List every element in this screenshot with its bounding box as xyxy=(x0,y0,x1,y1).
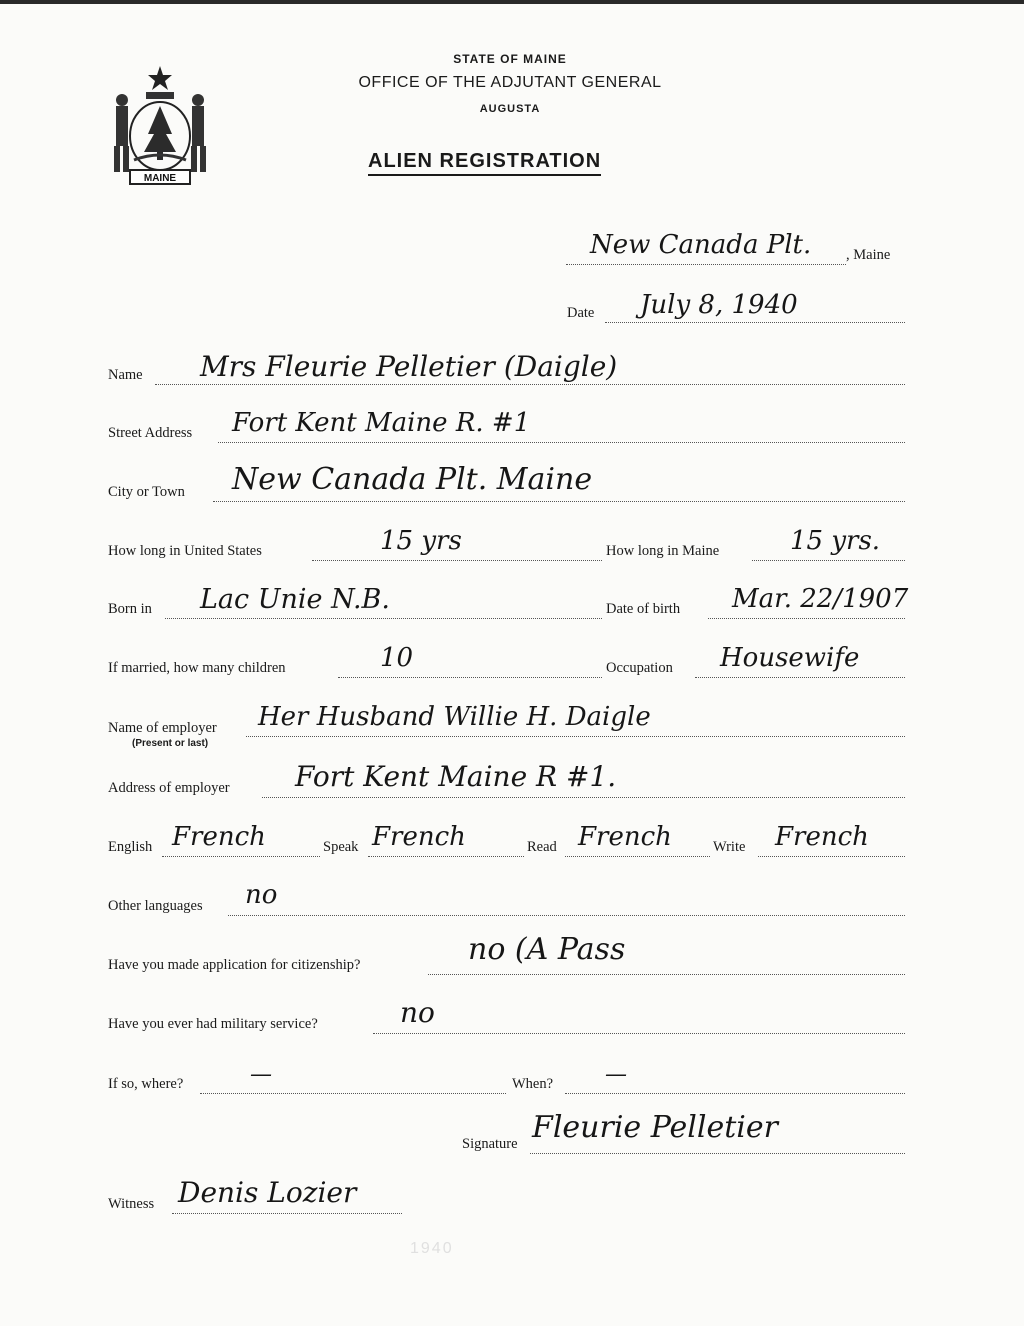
write-label: Write xyxy=(713,839,746,855)
children-line xyxy=(338,677,602,678)
citizenship-line xyxy=(428,974,905,975)
children-entry: 10 xyxy=(380,643,414,673)
form-title: ALIEN REGISTRATION xyxy=(368,150,601,176)
signature-entry: Fleurie Pelletier xyxy=(532,1110,778,1145)
city-entry: New Canada Plt. Maine xyxy=(232,462,593,497)
when-line xyxy=(565,1093,905,1094)
place-suffix: , Maine xyxy=(846,247,891,263)
employer-line xyxy=(246,736,905,737)
born-line xyxy=(165,618,602,619)
seal-text: MAINE xyxy=(143,173,177,184)
employer-entry: Her Husband Willie H. Daigle xyxy=(258,702,651,732)
how-long-us-label: How long in United States xyxy=(108,543,262,559)
when-label: When? xyxy=(512,1076,554,1092)
military-entry: no xyxy=(400,996,435,1029)
witness-label: Witness xyxy=(108,1196,155,1212)
where-entry: — xyxy=(250,1062,272,1087)
signature-label: Signature xyxy=(462,1136,518,1152)
dob-entry: Mar. 22/1907 xyxy=(732,584,909,614)
dob-line xyxy=(708,618,905,619)
place-entry: New Canada Plt. xyxy=(590,230,812,260)
occupation-label: Occupation xyxy=(606,660,673,676)
other-lang-entry: no xyxy=(245,880,278,910)
name-line xyxy=(155,384,905,385)
name-label: Name xyxy=(108,367,143,383)
city-label: City or Town xyxy=(108,484,185,500)
occupation-line xyxy=(695,677,905,678)
how-long-us-line xyxy=(312,560,602,561)
street-entry: Fort Kent Maine R. #1 xyxy=(232,408,531,438)
employer-address-label: Address of employer xyxy=(108,780,230,796)
military-line xyxy=(373,1033,905,1034)
read-line xyxy=(565,856,710,857)
when-entry: — xyxy=(605,1062,627,1087)
state-heading: STATE OF MAINE xyxy=(453,52,567,66)
children-label: If married, how many children xyxy=(108,660,286,676)
occupation-entry: Housewife xyxy=(720,643,860,673)
born-entry: Lac Unie N.B. xyxy=(200,584,390,615)
name-entry: Mrs Fleurie Pelletier (Daigle) xyxy=(200,350,618,383)
how-long-maine-line xyxy=(752,560,905,561)
employer-label: Name of employer xyxy=(108,720,217,736)
top-edge xyxy=(0,0,1024,4)
date-label: Date xyxy=(567,305,595,321)
where-line xyxy=(200,1093,506,1094)
speak-entry: French xyxy=(372,822,466,852)
speak-label: Speak xyxy=(323,839,359,855)
city-heading: AUGUSTA xyxy=(479,103,541,115)
street-label: Street Address xyxy=(108,425,193,441)
english-entry: French xyxy=(172,822,266,852)
how-long-maine-entry: 15 yrs. xyxy=(790,526,881,556)
street-line xyxy=(218,442,905,443)
write-entry: French xyxy=(775,822,869,852)
citizenship-entry: no (A Pass xyxy=(468,932,626,967)
how-long-us-entry: 15 yrs xyxy=(380,526,462,556)
employer-sublabel: (Present or last) xyxy=(132,738,209,749)
how-long-maine-label: How long in Maine xyxy=(606,543,720,559)
military-label: Have you ever had military service? xyxy=(108,1016,318,1032)
date-line xyxy=(605,322,905,323)
english-label: English xyxy=(108,839,153,855)
maine-seal-icon xyxy=(108,64,212,190)
date-stamp: 1940 xyxy=(410,1240,454,1257)
born-label: Born in xyxy=(108,601,152,617)
employer-address-entry: Fort Kent Maine R #1. xyxy=(295,760,617,793)
witness-line xyxy=(172,1213,402,1214)
english-line xyxy=(162,856,320,857)
dob-label: Date of birth xyxy=(606,601,681,617)
other-lang-line xyxy=(228,915,905,916)
date-entry: July 8, 1940 xyxy=(640,290,798,320)
employer-address-line xyxy=(262,797,905,798)
place-line xyxy=(566,264,846,265)
speak-line xyxy=(368,856,524,857)
other-lang-label: Other languages xyxy=(108,898,203,914)
write-line xyxy=(758,856,905,857)
read-label: Read xyxy=(527,839,557,855)
witness-entry: Denis Lozier xyxy=(178,1176,357,1209)
read-entry: French xyxy=(578,822,672,852)
citizenship-label: Have you made application for citizenship? xyxy=(108,957,361,973)
signature-line xyxy=(530,1153,905,1154)
where-label: If so, where? xyxy=(108,1076,184,1092)
office-heading: OFFICE OF THE ADJUTANT GENERAL xyxy=(358,74,662,91)
city-line xyxy=(213,501,905,502)
